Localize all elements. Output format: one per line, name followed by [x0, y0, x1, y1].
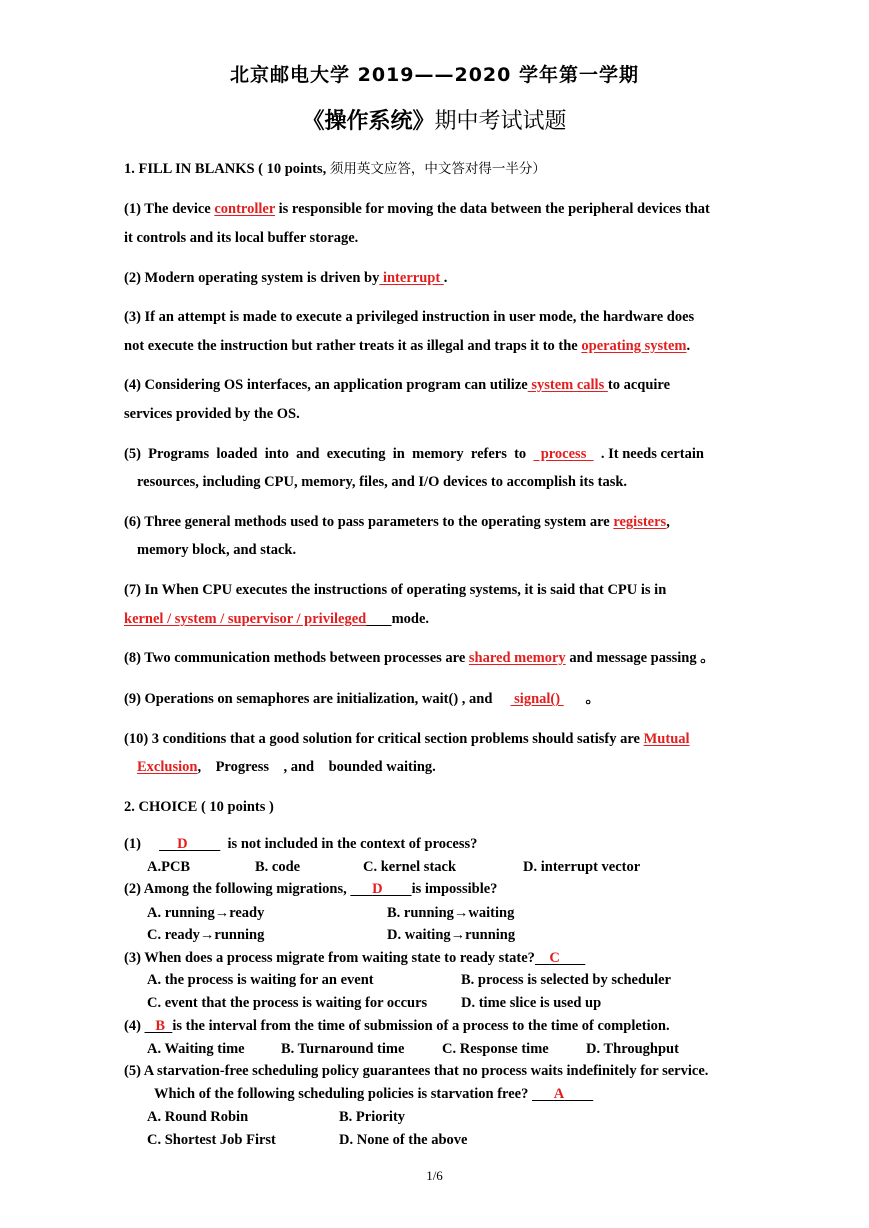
- question-8: (8) Two communication methods between processes are shared memory and message passing 。: [124, 650, 715, 666]
- choice-2-answer: D: [372, 881, 383, 897]
- question-6: (6) Three general methods used to pass parameters to the operating system are registers,: [124, 514, 670, 530]
- choice-3-answer: C: [549, 950, 560, 966]
- choice-5-cont: Which of the following scheduling policies is starvation free? A: [154, 1086, 565, 1102]
- choice-2-option-d: D. waiting→running: [387, 927, 516, 943]
- question-7-cont: kernel / system / supervisor / privileged mode.: [124, 611, 430, 627]
- choice-5-option-d: D. None of the above: [339, 1132, 468, 1148]
- section1-heading: 1. FILL IN BLANKS ( 10 points, 须用英文应答，中文答对得一半分）: [124, 161, 546, 177]
- question-10: (10) 3 conditions that a good solution for critical section problems should satisfy are Mutual: [124, 731, 690, 747]
- answer-4: system calls: [527, 377, 608, 393]
- choice-3-option-d: D. time slice is used up: [461, 995, 602, 1011]
- choice-1-answer: D: [177, 836, 188, 852]
- answer-2: interrupt: [379, 270, 444, 286]
- choice-3-option-b: B. process is selected by scheduler: [461, 972, 671, 988]
- answer-8: shared memory: [468, 650, 566, 666]
- choice-2-option-c: C. ready→running: [147, 927, 265, 943]
- question-3: (3) If an attempt is made to execute a privileged instruction in user mode, the hardware does: [124, 309, 695, 325]
- choice-3-option-a: A. the process is waiting for an event: [147, 972, 374, 988]
- question-1: (1) The device controller is responsible for moving the data between the peripheral devices that: [124, 201, 710, 217]
- answer-6: registers: [613, 514, 667, 530]
- choice-3: (3) When does a process migrate from waiting state to ready state? C: [124, 950, 560, 966]
- question-1-cont: it controls and its local buffer storage.: [124, 230, 359, 246]
- course-name: 《操作系统》: [302, 109, 435, 134]
- answer-10a: Mutual: [643, 731, 690, 747]
- question-4-cont: services provided by the OS.: [124, 406, 300, 422]
- choice-1-option-a: A.PCB: [147, 859, 191, 875]
- question-7: (7) In When CPU executes the instructions of operating systems, it is said that CPU is in: [124, 582, 667, 598]
- choice-2-option-b: B. running→waiting: [387, 905, 515, 921]
- choice-2: (2) Among the following migrations, D is impossible?: [124, 881, 498, 897]
- question-6-cont: memory block, and stack.: [137, 542, 297, 558]
- question-9: (9) Operations on semaphores are initialization, wait() , and signal() 。: [124, 691, 600, 707]
- choice-1: (1) D is not included in the context of process?: [124, 836, 478, 852]
- answer-3: operating system: [581, 338, 687, 354]
- choice-5-option-a: A. Round Robin: [147, 1109, 249, 1125]
- choice-5: (5) A starvation-free scheduling policy guarantees that no process waits indefinitely for service.: [124, 1063, 709, 1079]
- choice-5-option-c: C. Shortest Job First: [147, 1132, 276, 1148]
- answer-5: process: [533, 446, 594, 462]
- exam-title: [0, 104, 869, 135]
- choice-4-option-b: B. Turnaround time: [281, 1041, 405, 1057]
- university-title: 北京邮电大学 2019——2020 学年第一学期: [230, 64, 639, 86]
- question-5-cont: resources, including CPU, memory, files, and I/O devices to accomplish its task.: [137, 474, 628, 490]
- choice-4-option-c: C. Response time: [442, 1041, 549, 1057]
- question-2: (2) Modern operating system is driven by interrupt .: [124, 270, 448, 286]
- answer-1: controller: [214, 201, 276, 217]
- answer-9: signal(): [510, 691, 564, 707]
- answer-10b: Exclusion: [137, 759, 198, 775]
- choice-1-option-d: D. interrupt vector: [523, 859, 641, 875]
- choice-1-option-c: C. kernel stack: [363, 859, 457, 875]
- choice-4-option-a: A. Waiting time: [147, 1041, 245, 1057]
- choice-4-answer: B: [155, 1018, 166, 1034]
- choice-5-option-b: B. Priority: [339, 1109, 406, 1125]
- section2-heading: 2. CHOICE ( 10 points ): [124, 799, 274, 815]
- choice-4-option-d: D. Throughput: [586, 1041, 679, 1057]
- choice-4: (4) B is the interval from the time of submission of a process to the time of completion.: [124, 1018, 670, 1034]
- choice-5-answer: A: [553, 1086, 565, 1102]
- question-3-cont: not execute the instruction but rather treats it as illegal and traps it to the operating system.: [124, 338, 691, 354]
- question-4: (4) Considering OS interfaces, an application program can utilize system calls to acquire: [124, 377, 671, 393]
- exam-type: 期中考试试题: [434, 109, 567, 134]
- page-number: 1/6: [426, 1168, 443, 1183]
- question-10-cont: Exclusion, Progress , and bounded waiting.: [137, 759, 436, 775]
- choice-2-option-a: A. running→ready: [147, 905, 265, 921]
- answer-7: kernel / system / supervisor / privileged: [124, 611, 367, 627]
- choice-3-option-c: C. event that the process is waiting for occurs: [147, 995, 428, 1011]
- question-5: (5) Programs loaded into and executing in memory refers to process . It needs certain: [124, 446, 704, 462]
- choice-1-option-b: B. code: [255, 859, 301, 875]
